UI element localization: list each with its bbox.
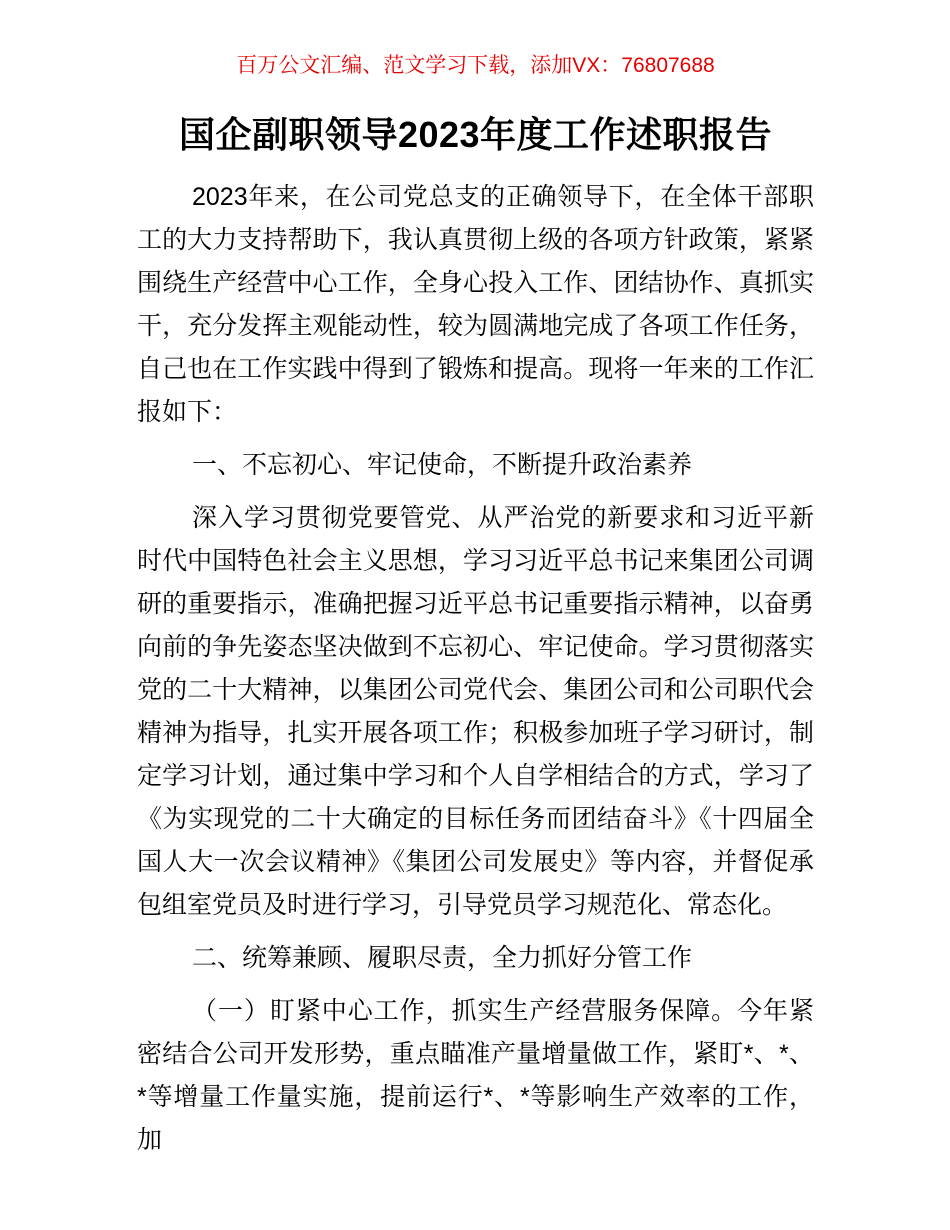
paragraph-section-1: 深入学习贯彻党要管党、从严治党的新要求和习近平新时代中国特色社会主义思想，学习习近平总书记来集团公司调研的重要指示，准确把握习近平总书记重要指示精神，以奋勇向前的争先姿态坚决做到不忘初心、牢记使命。学习贯彻落实党的二十大精神，以集团公司党代会、集团公司和公司职代会精神为指导，扎实开展各项工作；积极参加班子学习研讨，制定学习计划，通过集中学习和个人自学相结合的方式，学习了《为实现党的二十大确定的目标任务而团结奋斗》《十四届全国人大一次会议精神》《集团公司发展史》等内容，并督促承包组室党员及时进行学习，引导党员学习规范化、常态化。 — [137, 504, 814, 919]
document-body — [137, 176, 814, 1162]
document-title: 国企副职领导2023年度工作述职报告 — [178, 114, 773, 155]
paragraph-intro: 2023年来，在公司党总支的正确领导下，在全体干部职工的大力支持帮助下，我认真贯彻上级的各项方针政策，紧紧围绕生产经营中心工作，全身心投入工作、团结协作、真抓实干，充分发挥主观能动性，较为圆满地完成了各项工作任务，自己也在工作实践中得到了锻炼和提高。现将一年来的工作汇报如下： — [137, 183, 814, 426]
promo-banner: 百万公文汇编、范文学习下载，添加VX：76807688 — [236, 54, 715, 77]
section-heading-1: 一、不忘初心、牢记使命，不断提升政治素养 — [192, 451, 693, 479]
section-heading-2: 二、统筹兼顾、履职尽责，全力抓好分管工作 — [192, 944, 693, 972]
paragraph-section-2: （一）盯紧中心工作，抓实生产经营服务保障。今年紧密结合公司开发形势，重点瞄准产量增量做工作，紧盯*、*、*等增量工作量实施，提前运行*、*等影响生产效率的工作，加 — [137, 997, 814, 1154]
